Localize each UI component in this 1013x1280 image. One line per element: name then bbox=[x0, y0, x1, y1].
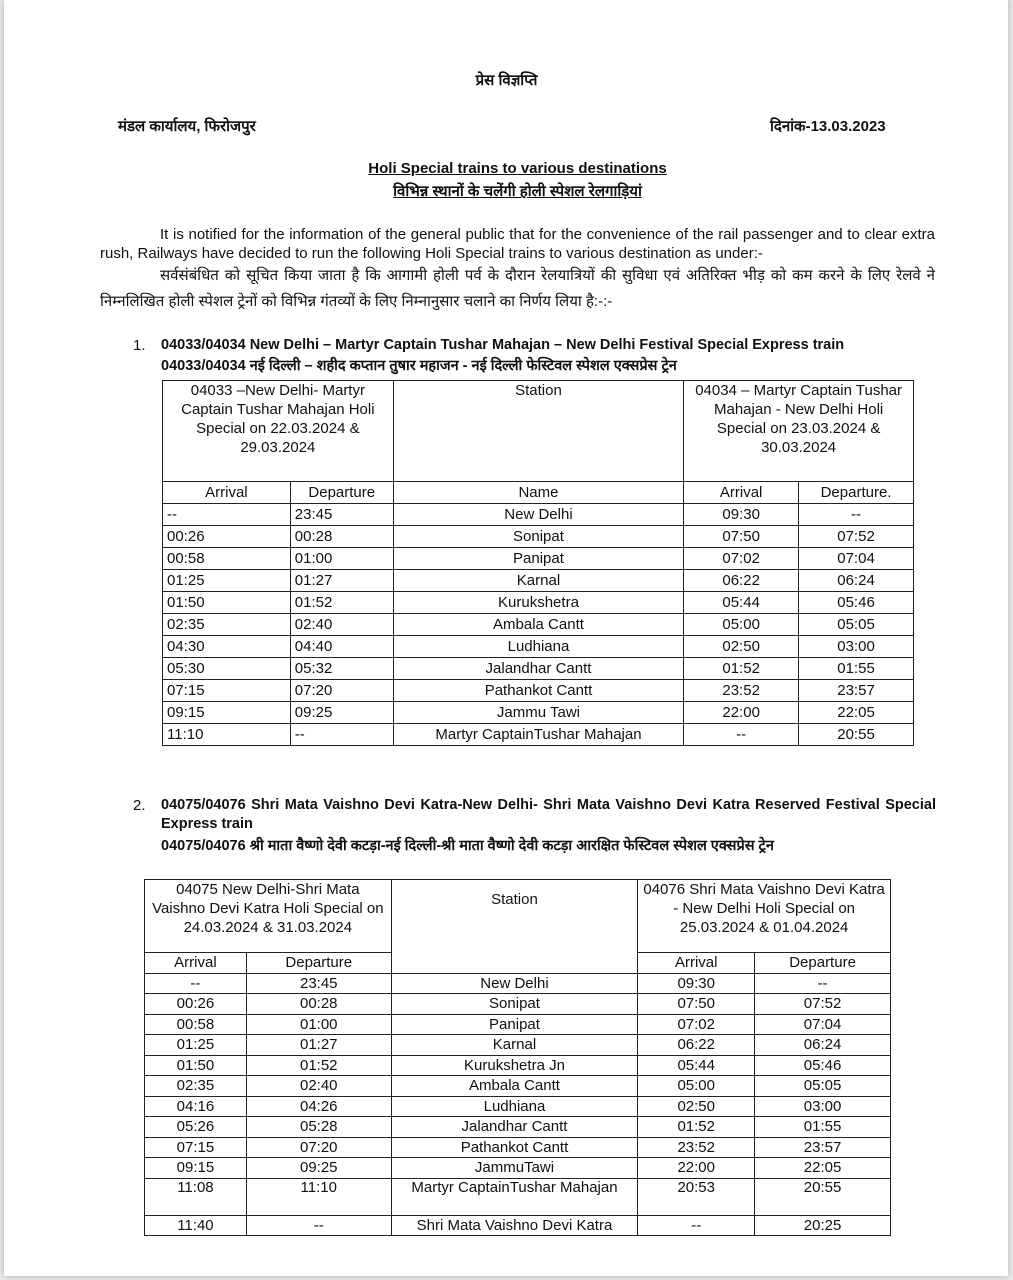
return-departure-cell: 05:46 bbox=[799, 592, 914, 614]
table-row bbox=[163, 570, 914, 592]
arrival-cell: -- bbox=[145, 973, 247, 994]
station-name-cell: New Delhi bbox=[391, 973, 638, 994]
return-arrival-cell: 06:22 bbox=[638, 1035, 755, 1056]
return-departure-cell: 20:55 bbox=[799, 724, 914, 746]
return-arrival-cell: 05:44 bbox=[684, 592, 799, 614]
departure-cell: 00:28 bbox=[246, 994, 391, 1015]
return-arrival-cell: 09:30 bbox=[638, 973, 755, 994]
station-name-cell: Martyr CaptainTushar Mahajan bbox=[391, 1178, 638, 1215]
col-departure-return: Departure bbox=[755, 953, 891, 974]
return-departure-cell: 07:04 bbox=[755, 1014, 891, 1035]
return-departure-cell: 05:05 bbox=[799, 614, 914, 636]
departure-cell: 01:27 bbox=[290, 570, 393, 592]
table-row bbox=[163, 526, 914, 548]
station-name-cell: Kurukshetra bbox=[393, 592, 684, 614]
table-row bbox=[145, 1137, 891, 1158]
intro-hindi-text: सर्वसंबंधित को सूचित किया जाता है कि आगामी होली पर्व के दौरान रेलयात्रियों की सुविधा एवं अतिरिक्त भीड़ को कम करने के लिए रेलवे ने निम्नलिखित होली स्पेशल ट्रेनों को विभिन्न गंतव्यों के लिए निम्नानुसार चलाने का निर्णय लिया है:-:- bbox=[100, 267, 935, 310]
return-arrival-cell: 01:52 bbox=[638, 1117, 755, 1138]
return-departure-cell: 23:57 bbox=[755, 1137, 891, 1158]
return-departure-cell: 03:00 bbox=[755, 1096, 891, 1117]
arrival-cell: 01:50 bbox=[145, 1055, 247, 1076]
arrival-cell: 02:35 bbox=[145, 1076, 247, 1097]
departure-cell: -- bbox=[246, 1215, 391, 1236]
return-arrival-cell: 07:02 bbox=[638, 1014, 755, 1035]
departure-cell: 09:25 bbox=[290, 702, 393, 724]
station-name-cell: Ambala Cantt bbox=[393, 614, 684, 636]
return-departure-cell: 22:05 bbox=[755, 1158, 891, 1179]
return-departure-cell: 20:55 bbox=[755, 1178, 891, 1215]
col-departure: Departure bbox=[290, 482, 393, 504]
train1-header-row bbox=[163, 381, 914, 482]
table-row bbox=[145, 1215, 891, 1236]
station-name-cell: Pathankot Cantt bbox=[391, 1137, 638, 1158]
train1-heading-en: 04033/04034 New Delhi – Martyr Captain Tushar Mahajan – New Delhi Festival Special Express train bbox=[161, 337, 845, 353]
return-departure-cell: 06:24 bbox=[755, 1035, 891, 1056]
departure-cell: 04:40 bbox=[290, 636, 393, 658]
table-row bbox=[163, 504, 914, 526]
return-arrival-cell: 06:22 bbox=[684, 570, 799, 592]
station-name-cell: Panipat bbox=[391, 1014, 638, 1035]
intro-english-text: It is notified for the information of the general public that for the convenience of the rail passenger and to clear extra rush, Railways have decided to run the following Holi Special trains to various destination as under:- bbox=[100, 226, 935, 262]
return-arrival-cell: 05:44 bbox=[638, 1055, 755, 1076]
station-name-cell: Pathankot Cantt bbox=[393, 680, 684, 702]
return-arrival-cell: 09:30 bbox=[684, 504, 799, 526]
return-arrival-cell: 23:52 bbox=[684, 680, 799, 702]
table-row bbox=[163, 702, 914, 724]
train2-right-header: 04076 Shri Mata Vaishno Devi Katra - New Delhi Holi Special on 25.03.2024 & 01.04.2024 bbox=[638, 880, 891, 953]
return-arrival-cell: 01:52 bbox=[684, 658, 799, 680]
arrival-cell: -- bbox=[163, 504, 291, 526]
departure-cell: 01:27 bbox=[246, 1035, 391, 1056]
col-arrival: Arrival bbox=[145, 953, 247, 974]
return-arrival-cell: 22:00 bbox=[684, 702, 799, 724]
station-name-cell: Sonipat bbox=[393, 526, 684, 548]
return-departure-cell: -- bbox=[799, 504, 914, 526]
arrival-cell: 04:30 bbox=[163, 636, 291, 658]
departure-cell: 01:00 bbox=[290, 548, 393, 570]
station-name-cell: Jalandhar Cantt bbox=[393, 658, 684, 680]
return-departure-cell: 01:55 bbox=[755, 1117, 891, 1138]
departure-cell: 02:40 bbox=[246, 1076, 391, 1097]
release-date: दिनांक-13.03.2023 bbox=[770, 118, 886, 135]
arrival-cell: 01:50 bbox=[163, 592, 291, 614]
table-row bbox=[163, 592, 914, 614]
departure-cell: 02:40 bbox=[290, 614, 393, 636]
train1-column-row bbox=[163, 482, 914, 504]
return-arrival-cell: 05:00 bbox=[684, 614, 799, 636]
train1-station-header: Station bbox=[393, 381, 684, 482]
train2-number: 2. bbox=[133, 797, 146, 814]
arrival-cell: 00:26 bbox=[163, 526, 291, 548]
departure-cell: 07:20 bbox=[290, 680, 393, 702]
return-arrival-cell: 02:50 bbox=[684, 636, 799, 658]
arrival-cell: 09:15 bbox=[145, 1158, 247, 1179]
departure-cell: 00:28 bbox=[290, 526, 393, 548]
table-row bbox=[145, 1035, 891, 1056]
return-arrival-cell: 02:50 bbox=[638, 1096, 755, 1117]
col-arrival-return: Arrival bbox=[638, 953, 755, 974]
arrival-cell: 09:15 bbox=[163, 702, 291, 724]
table-row bbox=[163, 724, 914, 746]
train2-header-row bbox=[145, 880, 891, 953]
arrival-cell: 07:15 bbox=[163, 680, 291, 702]
intro-hindi bbox=[100, 263, 935, 315]
arrival-cell: 11:10 bbox=[163, 724, 291, 746]
return-departure-cell: 07:52 bbox=[799, 526, 914, 548]
arrival-cell: 02:35 bbox=[163, 614, 291, 636]
return-arrival-cell: 07:50 bbox=[684, 526, 799, 548]
departure-cell: 07:20 bbox=[246, 1137, 391, 1158]
table-row bbox=[163, 636, 914, 658]
arrival-cell: 07:15 bbox=[145, 1137, 247, 1158]
press-release-title: प्रेस विज्ञप्ति bbox=[475, 72, 538, 89]
train1-number: 1. bbox=[133, 337, 146, 354]
departure-cell: 09:25 bbox=[246, 1158, 391, 1179]
arrival-cell: 01:25 bbox=[163, 570, 291, 592]
return-departure-cell: 22:05 bbox=[799, 702, 914, 724]
station-name-cell: Jammu Tawi bbox=[393, 702, 684, 724]
station-name-cell: Martyr CaptainTushar Mahajan bbox=[393, 724, 684, 746]
return-arrival-cell: 07:02 bbox=[684, 548, 799, 570]
office-name: मंडल कार्यालय, फिरोजपुर bbox=[118, 118, 256, 135]
return-arrival-cell: 23:52 bbox=[638, 1137, 755, 1158]
return-arrival-cell: -- bbox=[684, 724, 799, 746]
train1-heading-hi: 04033/04034 नई दिल्ली – शहीद कप्तान तुषार महाजन - नई दिल्ली फेस्टिवल स्पेशल एक्सप्रेस ट्रेन bbox=[161, 358, 677, 374]
arrival-cell: 11:40 bbox=[145, 1215, 247, 1236]
arrival-cell: 00:58 bbox=[163, 548, 291, 570]
departure-cell: 01:52 bbox=[290, 592, 393, 614]
table-row bbox=[163, 680, 914, 702]
return-arrival-cell: 05:00 bbox=[638, 1076, 755, 1097]
arrival-cell: 11:08 bbox=[145, 1178, 247, 1215]
departure-cell: 04:26 bbox=[246, 1096, 391, 1117]
table-row bbox=[163, 658, 914, 680]
departure-cell: 01:52 bbox=[246, 1055, 391, 1076]
table-row bbox=[145, 1117, 891, 1138]
departure-cell: 01:00 bbox=[246, 1014, 391, 1035]
col-arrival-return: Arrival bbox=[684, 482, 799, 504]
station-name-cell: Panipat bbox=[393, 548, 684, 570]
departure-cell: 11:10 bbox=[246, 1178, 391, 1215]
return-departure-cell: 23:57 bbox=[799, 680, 914, 702]
return-arrival-cell: 07:50 bbox=[638, 994, 755, 1015]
departure-cell: 23:45 bbox=[290, 504, 393, 526]
return-departure-cell: 20:25 bbox=[755, 1215, 891, 1236]
subject-hindi: विभिन्न स्थानों के चलेंगी होली स्पेशल रेलगाड़ियां bbox=[393, 183, 642, 200]
return-arrival-cell: 20:53 bbox=[638, 1178, 755, 1215]
train2-station-header: Station bbox=[391, 880, 638, 974]
table-row bbox=[163, 548, 914, 570]
table-row bbox=[145, 994, 891, 1015]
station-name-cell: Kurukshetra Jn bbox=[391, 1055, 638, 1076]
station-name-cell: Sonipat bbox=[391, 994, 638, 1015]
table-row bbox=[145, 1014, 891, 1035]
table-row bbox=[145, 1096, 891, 1117]
return-departure-cell: 05:46 bbox=[755, 1055, 891, 1076]
table-row bbox=[145, 1158, 891, 1179]
col-departure: Departure bbox=[246, 953, 391, 974]
col-name: Name bbox=[393, 482, 684, 504]
return-arrival-cell: -- bbox=[638, 1215, 755, 1236]
table-row bbox=[145, 973, 891, 994]
station-name-cell: Jalandhar Cantt bbox=[391, 1117, 638, 1138]
arrival-cell: 00:58 bbox=[145, 1014, 247, 1035]
train2-timetable bbox=[144, 879, 891, 1236]
train1-left-header: 04033 –New Delhi- Martyr Captain Tushar Mahajan Holi Special on 22.03.2024 & 29.03.2024 bbox=[163, 381, 394, 482]
col-departure-return: Departure. bbox=[799, 482, 914, 504]
table-row bbox=[145, 1178, 891, 1215]
train1-timetable bbox=[162, 380, 914, 746]
station-name-cell: New Delhi bbox=[393, 504, 684, 526]
train2-left-header: 04075 New Delhi-Shri Mata Vaishno Devi Katra Holi Special on 24.03.2024 & 31.03.2024 bbox=[145, 880, 392, 953]
arrival-cell: 05:26 bbox=[145, 1117, 247, 1138]
arrival-cell: 04:16 bbox=[145, 1096, 247, 1117]
col-arrival: Arrival bbox=[163, 482, 291, 504]
train1-right-header: 04034 – Martyr Captain Tushar Mahajan - New Delhi Holi Special on 23.03.2024 & 30.03.2024 bbox=[684, 381, 914, 482]
station-name-cell: Karnal bbox=[391, 1035, 638, 1056]
departure-cell: 23:45 bbox=[246, 973, 391, 994]
subject-english: Holi Special trains to various destinations bbox=[368, 160, 667, 177]
station-name-cell: Shri Mata Vaishno Devi Katra bbox=[391, 1215, 638, 1236]
return-departure-cell: 06:24 bbox=[799, 570, 914, 592]
station-name-cell: Karnal bbox=[393, 570, 684, 592]
departure-cell: 05:28 bbox=[246, 1117, 391, 1138]
departure-cell: 05:32 bbox=[290, 658, 393, 680]
return-departure-cell: 05:05 bbox=[755, 1076, 891, 1097]
intro-english bbox=[100, 225, 935, 263]
table-row bbox=[145, 1055, 891, 1076]
return-departure-cell: 01:55 bbox=[799, 658, 914, 680]
station-name-cell: Ambala Cantt bbox=[391, 1076, 638, 1097]
train2-heading-en: 04075/04076 Shri Mata Vaishno Devi Katra-New Delhi- Shri Mata Vaishno Devi Katra Reserved Festival Special Express train bbox=[161, 797, 936, 832]
table-row bbox=[145, 1076, 891, 1097]
train2-heading-hi: 04075/04076 श्री माता वैष्णो देवी कटड़ा-नई दिल्ली-श्री माता वैष्णो देवी कटड़ा आरक्षित फेस्टिवल स्पेशल एक्सप्रेस ट्रेन bbox=[161, 838, 774, 854]
station-name-cell: Ludhiana bbox=[391, 1096, 638, 1117]
departure-cell: -- bbox=[290, 724, 393, 746]
arrival-cell: 00:26 bbox=[145, 994, 247, 1015]
return-departure-cell: 07:52 bbox=[755, 994, 891, 1015]
return-arrival-cell: 22:00 bbox=[638, 1158, 755, 1179]
return-departure-cell: 03:00 bbox=[799, 636, 914, 658]
station-name-cell: Ludhiana bbox=[393, 636, 684, 658]
arrival-cell: 01:25 bbox=[145, 1035, 247, 1056]
station-name-cell: JammuTawi bbox=[391, 1158, 638, 1179]
table-row bbox=[163, 614, 914, 636]
return-departure-cell: 07:04 bbox=[799, 548, 914, 570]
arrival-cell: 05:30 bbox=[163, 658, 291, 680]
return-departure-cell: -- bbox=[755, 973, 891, 994]
